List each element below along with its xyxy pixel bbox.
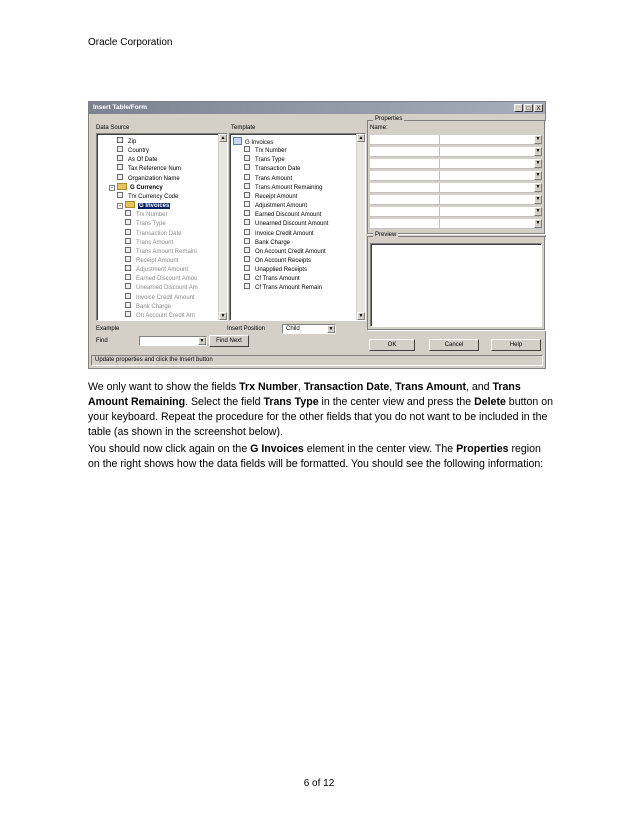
help-button[interactable]: Help (491, 339, 541, 351)
example-label: Example (96, 326, 120, 332)
data-source-item-label: Trx Currency Code (128, 193, 179, 200)
data-source-item-label: Transaction Date (136, 230, 182, 237)
property-name-cell (370, 195, 440, 204)
scroll-down-arrow-icon[interactable]: ▼ (220, 313, 226, 319)
data-source-item-label: G Invoices (139, 203, 170, 210)
template-item-label: On Account Credit Amount (255, 248, 326, 255)
table-icon (233, 137, 242, 145)
dropdown-arrow-icon[interactable]: ▼ (535, 172, 541, 178)
property-row[interactable] (370, 207, 542, 217)
data-source-item[interactable] (125, 238, 173, 247)
collapse-icon[interactable]: − (110, 184, 114, 191)
text: You should now click again on the (88, 443, 251, 455)
template-item-label: Adjustment Amount (255, 203, 308, 210)
data-source-item-label: Trx Number (136, 212, 168, 219)
template-item[interactable] (244, 238, 290, 247)
property-name-cell (370, 183, 440, 192)
field-icon (244, 274, 250, 280)
property-row[interactable] (370, 171, 542, 181)
field-icon (125, 311, 131, 317)
data-source-item[interactable] (125, 229, 181, 238)
data-source-item[interactable] (125, 293, 195, 302)
template-item[interactable] (244, 192, 297, 201)
scroll-down-arrow-icon[interactable]: ▼ (358, 313, 364, 319)
property-row[interactable] (370, 219, 542, 229)
field-icon (125, 219, 131, 225)
data-source-item-label: On Account Credit Am (136, 312, 196, 319)
property-name-cell (370, 171, 440, 180)
find-next-button[interactable]: Find Next (209, 335, 249, 347)
property-name-cell (370, 159, 440, 168)
cancel-button[interactable]: Cancel (429, 339, 479, 351)
data-source-item[interactable] (125, 265, 188, 274)
dropdown-arrow-icon[interactable]: ▼ (535, 196, 541, 202)
field-name: Trans Amount Remaining (88, 381, 521, 408)
field-icon (125, 229, 131, 235)
data-source-item[interactable] (125, 274, 197, 283)
dropdown-arrow-icon[interactable]: ▼ (535, 220, 541, 226)
field-icon (125, 283, 131, 289)
title-buttons (514, 104, 543, 112)
properties-grid (370, 135, 542, 231)
minimize-button[interactable]: _ (514, 104, 523, 112)
field-icon (125, 210, 131, 216)
name-label: Name: (370, 125, 388, 131)
template-item-label: Unapplied Receipts (255, 267, 308, 274)
ok-button[interactable]: OK (369, 339, 415, 351)
field-icon (244, 174, 250, 180)
folder-icon (117, 183, 127, 190)
insert-position-label: Insert Position (227, 326, 266, 332)
data-source-item-label: Trans Type (136, 221, 166, 228)
field-icon (117, 155, 123, 161)
data-source-item-label: Invoice Credit Amount (136, 294, 195, 301)
data-source-item[interactable] (117, 155, 157, 164)
dropdown-arrow-icon[interactable]: ▼ (535, 160, 541, 166)
template-item[interactable] (244, 183, 322, 192)
data-source-item-label: Trans Amount (136, 239, 174, 246)
template-label: Template (231, 125, 256, 131)
dropdown-arrow-icon[interactable]: ▼ (535, 184, 541, 190)
text: button on your keyboard. Repeat the procedure for the other fields that you do not want to be included in the table (as shown in the screenshot below). (88, 396, 553, 438)
text: in the center view and press the (318, 396, 475, 408)
template-item-label: Cf Trans Amount Remain (255, 285, 323, 292)
property-name-cell (370, 207, 440, 216)
dropdown-arrow-icon[interactable]: ▼ (535, 208, 541, 214)
data-source-item-label: As Of Date (128, 157, 158, 164)
property-name-cell (370, 147, 440, 156)
text: element in the center view. The (303, 443, 457, 455)
data-source-item-label: Tax Reference Num (128, 166, 182, 173)
field-name: Transaction Date (303, 381, 390, 393)
template-item-label: Receipt Amount (255, 193, 298, 200)
property-name-cell (370, 135, 440, 144)
data-source-label: Data Source (96, 125, 130, 131)
field-name: Trans Amount (395, 381, 466, 393)
template-item[interactable] (244, 174, 292, 183)
data-source-item-label: Organization Name (128, 175, 180, 182)
field-icon (244, 183, 250, 189)
template-item-label: Trans Type (255, 157, 285, 164)
scroll-up-arrow-icon[interactable]: ▲ (220, 135, 226, 141)
template-item[interactable] (244, 256, 311, 265)
template-item[interactable] (244, 201, 307, 210)
template-item[interactable] (244, 155, 285, 164)
field-icon (244, 192, 250, 198)
field-icon (117, 192, 123, 198)
field-icon (117, 137, 123, 143)
field-icon (125, 302, 131, 308)
collapse-icon[interactable]: − (118, 203, 122, 210)
property-row[interactable] (370, 159, 542, 169)
template-item[interactable] (244, 146, 286, 155)
field-icon (117, 174, 123, 180)
property-row[interactable] (370, 195, 542, 205)
field-icon (117, 164, 123, 170)
template-item-label: Trx Number (255, 148, 287, 155)
field-icon (244, 265, 250, 271)
data-source-item[interactable] (125, 256, 178, 265)
preview-group (367, 232, 545, 330)
find-label: Find (96, 338, 108, 344)
template-root-item[interactable] (233, 137, 273, 146)
template-scrollbar[interactable] (356, 134, 365, 320)
maximize-button[interactable]: □ (524, 104, 533, 112)
template-item[interactable] (244, 229, 314, 238)
field-icon (244, 164, 250, 170)
field-icon (117, 146, 123, 152)
data-source-item[interactable] (117, 146, 149, 155)
field-icon (244, 238, 250, 244)
status-bar: Update properties and click the Insert button (91, 355, 543, 366)
template-item[interactable] (244, 274, 300, 283)
properties-label: Properties (375, 116, 403, 122)
folder-icon (125, 201, 135, 208)
data-source-item-label: Trans Amount Remaini (136, 248, 197, 255)
data-source-item[interactable] (117, 192, 178, 201)
template-item-label: Earned Discount Amount (255, 212, 322, 219)
instruction-paragraph-1 (88, 380, 553, 440)
insert-position-select[interactable] (282, 324, 336, 334)
template-item-label: Transaction Date (255, 166, 301, 173)
data-source-item[interactable] (125, 311, 195, 320)
dropdown-arrow-icon[interactable]: ▼ (535, 136, 541, 142)
template-item[interactable] (244, 219, 328, 228)
preview-label: Preview (375, 232, 397, 238)
data-source-item-label: Receipt Amount (136, 257, 179, 264)
property-row[interactable] (370, 183, 542, 193)
field-name: Trans Type (263, 396, 319, 408)
field-icon (125, 293, 131, 299)
template-item-label: On Account Receipts (255, 257, 312, 264)
data-source-item-label: Country (128, 148, 150, 155)
text: region on the right shows how the data fields will be formatted. You should see the following information: (88, 443, 544, 470)
dialog-title: Insert Table/Form (93, 104, 148, 111)
text: , (389, 381, 396, 393)
data-source-item[interactable] (117, 137, 136, 146)
property-row[interactable] (370, 135, 542, 145)
data-source-item[interactable] (109, 183, 163, 192)
field-name: Trx Number (239, 381, 299, 393)
template-item-label: Unearned Discount Amount (255, 221, 329, 228)
property-row[interactable] (370, 147, 542, 157)
field-icon (125, 256, 131, 262)
text: , (298, 381, 304, 393)
template-item-label: Trans Amount Remaining (255, 184, 323, 191)
close-button[interactable]: X (534, 104, 543, 112)
template-item-label: G Invoices (245, 140, 274, 146)
field-icon (244, 229, 250, 235)
data-source-scrollbar[interactable] (218, 134, 227, 320)
field-icon (125, 238, 131, 244)
data-source-item[interactable] (125, 302, 171, 311)
template-item-label: Bank Charge (255, 239, 291, 246)
field-icon (244, 256, 250, 262)
template-item-label: Invoice Credit Amount (255, 230, 314, 237)
template-tree[interactable] (229, 133, 366, 321)
dialog-title-bar[interactable] (89, 102, 545, 114)
field-icon (125, 274, 131, 280)
field-icon (244, 201, 250, 207)
field-icon (125, 265, 131, 271)
insert-position-value: Child (286, 326, 300, 332)
template-item-label: Cf Trans Amount (255, 276, 300, 283)
field-icon (244, 210, 250, 216)
instruction-paragraph-2 (88, 442, 553, 472)
page-header: Oracle Corporation (88, 37, 173, 48)
data-source-item-label: Earned Discount Amou (136, 276, 198, 283)
data-source-item-label: Bank Charge (136, 303, 172, 310)
text: , and (466, 381, 493, 393)
text: . Select the field (185, 396, 264, 408)
dropdown-arrow-icon[interactable]: ▼ (535, 148, 541, 154)
template-item[interactable] (244, 265, 307, 274)
insert-table-form-dialog (88, 101, 546, 369)
field-icon (244, 283, 250, 289)
data-source-item-label: G Currency (130, 184, 163, 191)
template-item-label: Trans Amount (255, 175, 293, 182)
text: We only want to show the fields (88, 381, 240, 393)
key-name: Delete (474, 396, 506, 408)
find-combobox[interactable] (139, 336, 207, 346)
data-source-item[interactable] (117, 174, 180, 183)
field-icon (244, 247, 250, 253)
field-icon (125, 247, 131, 253)
properties-group (367, 116, 545, 234)
template-item[interactable] (244, 283, 322, 292)
dropdown-arrow-icon[interactable]: ▼ (328, 326, 334, 332)
page-number: 6 of 12 (303, 778, 335, 789)
data-source-item-label: Zip (128, 139, 137, 145)
template-item[interactable] (244, 247, 326, 256)
data-source-item[interactable] (117, 164, 181, 173)
data-source-item[interactable] (125, 210, 167, 219)
data-source-item[interactable] (117, 201, 170, 210)
property-name-cell (370, 219, 440, 228)
data-source-item[interactable] (125, 219, 166, 228)
template-item[interactable] (244, 210, 321, 219)
field-icon (244, 155, 250, 161)
data-source-item-label: Unearned Discount Am (136, 285, 198, 292)
dropdown-arrow-icon[interactable]: ▼ (199, 338, 205, 344)
field-icon (244, 146, 250, 152)
data-source-item[interactable] (125, 283, 198, 292)
field-icon (244, 219, 250, 225)
region-name: Properties (456, 443, 509, 455)
data-source-item[interactable] (125, 247, 197, 256)
template-item[interactable] (244, 164, 300, 173)
scroll-up-arrow-icon[interactable]: ▲ (358, 135, 364, 141)
data-source-item-label: Adjustment Amount (136, 267, 189, 274)
preview-area (370, 243, 542, 327)
data-source-tree[interactable] (96, 133, 228, 321)
element-name: G Invoices (250, 443, 304, 455)
